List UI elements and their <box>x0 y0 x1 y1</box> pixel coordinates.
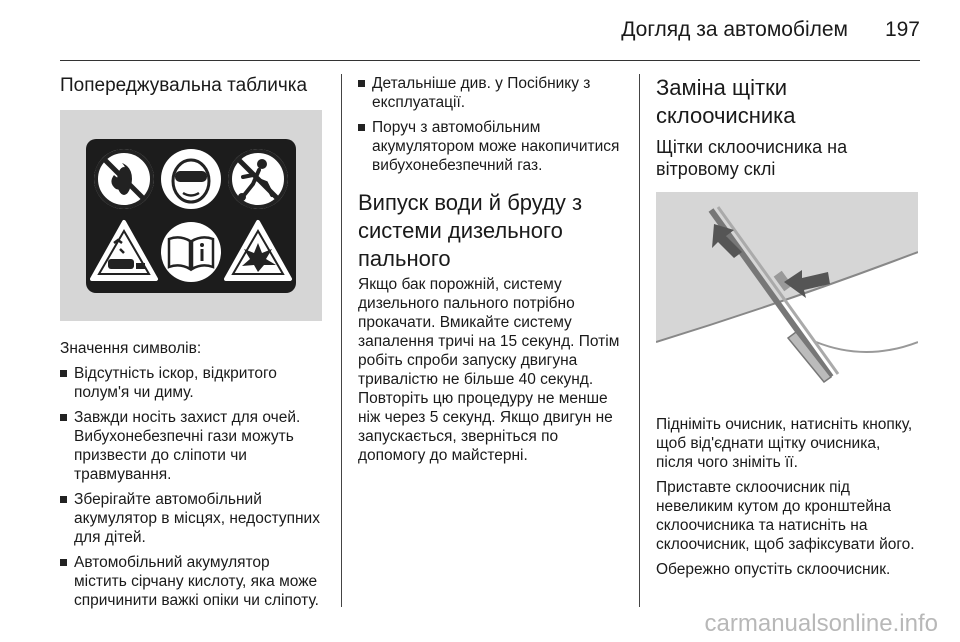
page-number: 197 <box>884 18 920 41</box>
no-flames-icon <box>94 149 154 209</box>
wiper-step-3: Обережно опустіть склоочисник. <box>656 561 891 578</box>
symbols-intro: Значення символів: <box>60 340 202 357</box>
list-item: Поруч з автомобільним акумулятором може накопичитися вибухонебезпечний газ. <box>358 118 623 175</box>
list-item: Зберігайте автомобільний акумулятор в місцях, недоступних для дітей. <box>60 490 325 547</box>
column-divider-1 <box>341 74 342 607</box>
column-diesel <box>358 74 623 471</box>
explosion-hazard-icon <box>226 222 290 279</box>
page-title: Догляд за автомобілем <box>621 18 848 41</box>
wiper-step-1: Підніміть очисник, натисніть кнопку, щоб від'єднати щітку очисника, після чого зніміть її. <box>656 416 913 471</box>
warning-label-figure <box>60 110 322 321</box>
column-divider-2 <box>639 74 640 607</box>
section-heading-warning-label: Попереджувальна табличка <box>60 75 308 96</box>
header-divider <box>60 60 920 61</box>
acid-hazard-icon <box>92 222 156 279</box>
keep-children-away-icon <box>228 149 288 209</box>
column-warning-label <box>60 74 325 616</box>
list-item: Автомобільний акумулятор містить сірчану кислоту, яка може спричинити важкі опіки чи сліпоту. <box>60 553 325 610</box>
section-heading-wiper: Заміна щітки склоочисника <box>656 75 796 128</box>
list-item: Відсутність іскор, відкритого полум'я чи диму. <box>60 364 325 402</box>
warning-plate <box>86 139 296 293</box>
list-item: Детальніше див. у Посібнику з експлуатації. <box>358 74 623 112</box>
wiper-step-2: Приставте склоочисник під невеликим кутом до кронштейна склоочисника та натисніть на склоочисник, щоб зафіксувати його. <box>656 479 915 553</box>
continued-list <box>358 74 623 175</box>
column-wiper <box>656 74 921 585</box>
symbols-list <box>60 364 325 610</box>
page-header <box>60 10 920 56</box>
watermark: carmanualsonline.info <box>704 610 938 637</box>
section-heading-diesel: Випуск води й бруду з системи дизельного пального <box>358 190 583 271</box>
wiper-illustration <box>656 192 918 403</box>
list-item: Завжди носіть захист для очей. Вибухонебезпечні гази можуть призвести до сліпоти чи травмування. <box>60 408 325 484</box>
diesel-paragraph: Якщо бак порожній, систему дизельного пального потрібно прокачати. Вмикайте систему запалення тричі на 15 секунд. Потім робіть спроби запуску двигуна тривалістю не більше 40 секунд. Повторіть цю процедуру не менше ніж через 5 секунд. Якщо двигун не запускається, зверніться по допомогу до майстерні. <box>358 276 620 464</box>
subheading-windshield-wipers: Щітки склоочисника на вітровому склі <box>656 137 848 179</box>
eye-protection-icon <box>161 149 221 209</box>
wiper-figure <box>656 192 918 403</box>
manual-book-icon <box>161 222 221 282</box>
up-arrow-icon <box>712 224 742 258</box>
